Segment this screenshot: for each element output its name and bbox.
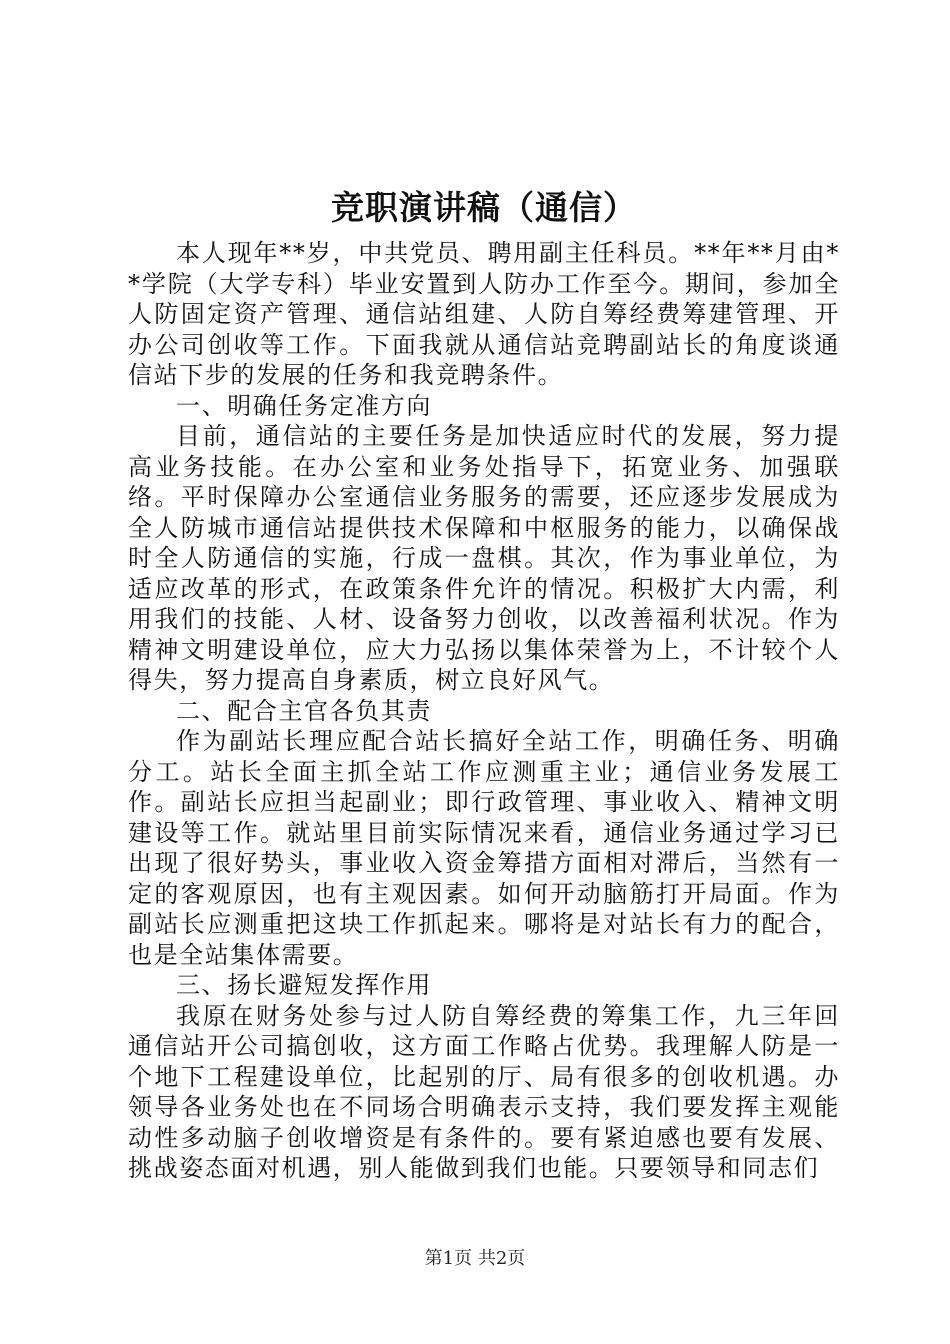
document-body (128, 180, 840, 1184)
section-heading-3: 三、扬长避短发挥作用 (176, 971, 432, 999)
page-number-footer: 第1页 共2页 (424, 1248, 526, 1269)
section-heading-1: 一、明确任务定准方向 (176, 391, 432, 420)
document-title: 竞职演讲稿（通信） (331, 188, 637, 227)
section-body-2: 作为副站长理应配合站长搞好全站工作，明确任务、明确分工。站长全面主抓全站工作应测重主业；通信业务发展工作。副站长应担当起副业；即行政管理、事业收入、精神文明建设等工作。就站里目前实际情况来看，通信业务通过学习已出现了很好势头，事业收入资金筹措方面相对滞后，当然有一定的客观原因，也有主观因素。如何开动脑筋打开局面。作为副站长应测重把这块工作抓起来。哪将是对站长有力的配合，也是全站集体需要。 (128, 727, 840, 969)
section-body-1: 目前，通信站的主要任务是加快适应时代的发展，努力提高业务技能。在办公室和业务处指导下，拓宽业务、加强联络。平时保障办公室通信业务服务的需要，还应逐步发展成为全人防城市通信站提供技术保障和中枢服务的能力，以确保战时全人防通信的实施，行成一盘棋。其次，作为事业单位，为适应改革的形式，在政策条件允许的情况。积极扩大内需，利用我们的技能、人材、设备努力创收，以改善福利状况。作为精神文明建设单位，应大力弘扬以集体荣誉为上，不计较个人得失，努力提高自身素质，树立良好风气。 (128, 422, 840, 694)
intro-paragraph: 本人现年**岁，中共党员、聘用副主任科员。**年**月由**学院（大学专科）毕业安置到人防办工作至今。期间，参加全人防固定资产管理、通信站组建、人防自筹经费筹建管理、开办公司创收等工作。下面我就从通信站竞聘副站长的角度谈通信站下步的发展的任务和我竞聘条件。 (128, 239, 840, 389)
section-heading-2: 二、配合主官各负其责 (176, 696, 432, 725)
section-body-3: 我原在财务处参与过人防自筹经费的筹集工作，九三年回通信站开公司搞创收，这方面工作略占优势。我理解人防是一个地下工程建设单位，比起别的厅、局有很多的创收机遇。办领导各业务处也在不同场合明确表示支持，我们要发挥主观能动性多动脑子创收增资是有条件的。要有紧迫感也要有发展、挑战姿态面对机遇，别人能做到我们也能。只要领导和同志们 (128, 1001, 840, 1182)
